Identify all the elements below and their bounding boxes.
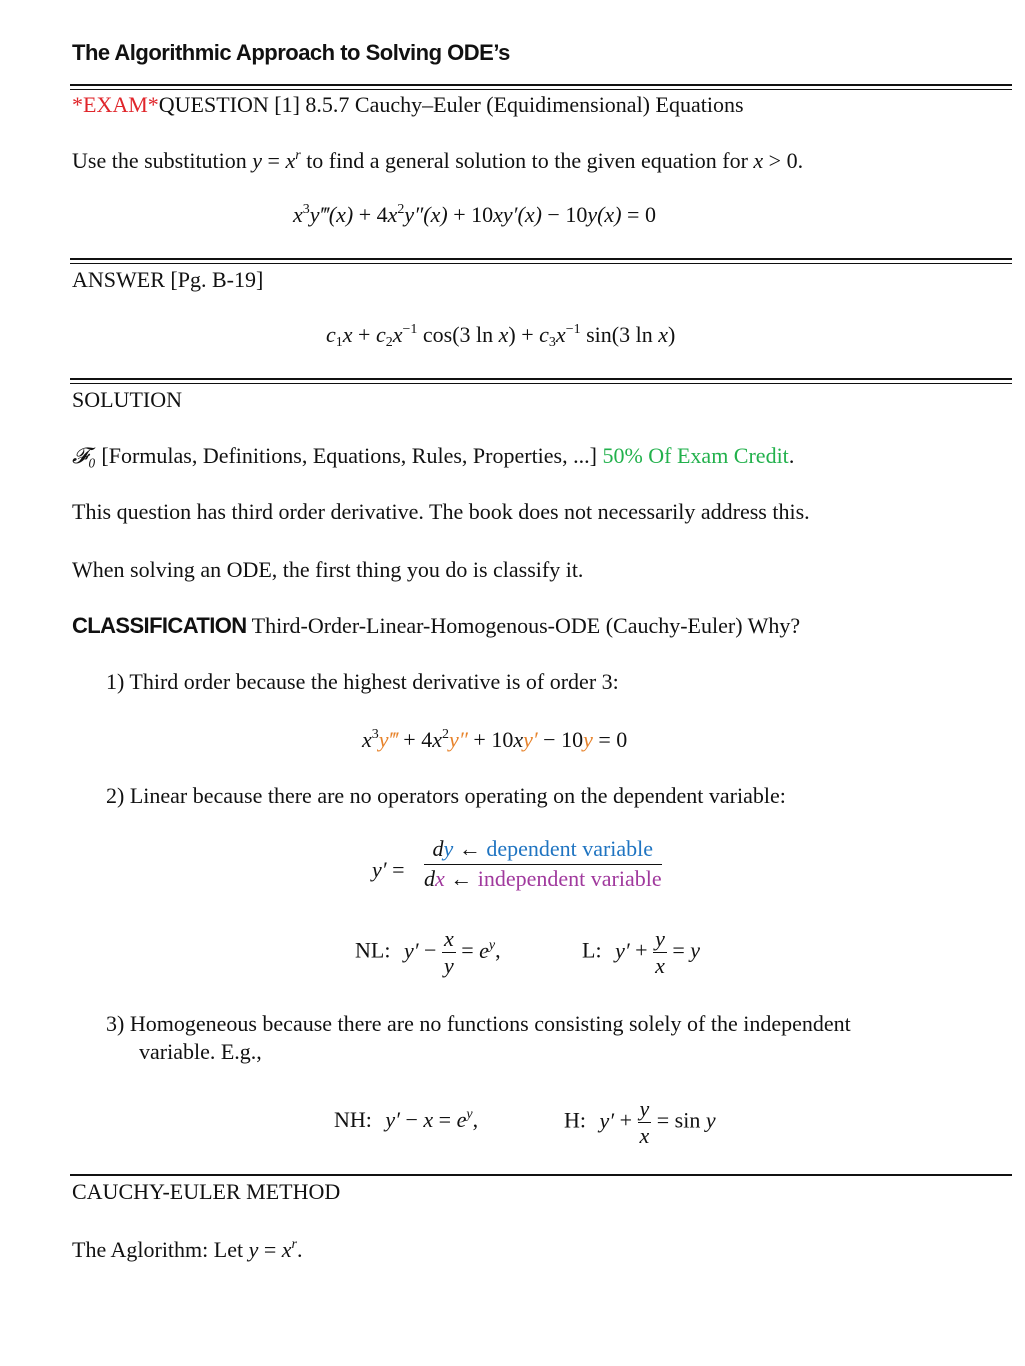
f0-text: [Formulas, Definitions, Equations, Rules, Properties, ...] <box>101 443 597 468</box>
item-homogeneous-line2: variable. E.g., <box>139 1039 262 1064</box>
item-homogeneous-line1: 3) Homogeneous because there are no functions consisting solely of the independent <box>106 1011 851 1036</box>
f0-symbol: 𝓕₀ <box>72 443 96 468</box>
l-label: L: <box>582 937 602 963</box>
classification-label: CLASSIFICATION <box>72 613 247 638</box>
f0-line: 𝓕₀ [Formulas, Definitions, Equations, Rules, Properties, ...] 50% Of Exam Credit. <box>72 443 795 468</box>
item-third-order: 1) Third order because the highest derivative is of order 3: <box>106 669 619 694</box>
nonlinear-example: NL: y′ − $\frac{x}{y}$ = $e^y$, <box>355 926 501 978</box>
nonhomogeneous-example: NH: $y' - x = e^y$, <box>334 1107 479 1132</box>
classification-text: Third-Order-Linear-Homogenous-ODE (Cauchy-Euler) Why? <box>251 613 801 638</box>
equation-highlighted-derivatives: $x^3y‴ + 4x^2y'' + 10xy' - 10y = 0$ <box>362 727 628 752</box>
paragraph-third-order: This question has third order derivative. The book does not necessarily address this. <box>72 499 810 524</box>
yprime-equals: y′ = <box>372 857 405 882</box>
nh-label: NH: <box>334 1107 372 1132</box>
denominator-dx: dx ← independent variable <box>424 866 662 891</box>
question-title: QUESTION [1] 8.5.7 Cauchy–Euler (Equidimensional) Equations <box>158 92 744 117</box>
paragraph-classify: When solving an ODE, the first thing you do is classify it. <box>72 557 584 582</box>
answer-rule-top <box>70 258 1012 260</box>
y-over-x-fraction-2: $\frac{y}{x}$ <box>639 1096 650 1148</box>
question-prompt: Use the substitution $y = x^r$ to find a general solution to the given equation for x > 0. <box>72 148 804 173</box>
double-rule-top <box>70 84 1012 86</box>
question-equation: $x^3y‴(x) + 4x^2y''(x) + 10xy'(x) - 10y(x) = 0$ <box>293 202 656 227</box>
answer-formula: $c_1x + c_2x^{-1}$ cos(3 $\ln x) + c_3x^{-1}$ sin(3 ln x) <box>326 322 676 350</box>
method-heading: CAUCHY-EULER METHOD <box>72 1179 341 1204</box>
classification-line <box>72 613 800 639</box>
nl-label: NL: <box>355 937 391 963</box>
numerator-dy: dy ← dependent variable <box>432 836 654 861</box>
item-linear: 2) Linear because there are no operators operating on the dependent variable: <box>106 783 786 808</box>
algorithm-line: The Aglorithm: Let $y = x^r$. <box>72 1237 303 1262</box>
derivative-fraction <box>424 836 662 892</box>
linear-example: L: y′ + $\frac{y}{x}$ = y <box>582 926 701 978</box>
double-rule-bottom <box>70 89 1012 90</box>
x-over-y-fraction: $\frac{x}{y}$ <box>443 926 454 978</box>
solution-rule-bottom <box>70 383 1012 384</box>
y-over-x-fraction: $\frac{y}{x}$ <box>655 926 665 978</box>
solution-heading: SOLUTION <box>72 387 182 412</box>
answer-heading: ANSWER [Pg. B-19] <box>72 267 264 292</box>
solution-rule-top <box>70 378 1012 380</box>
document-title: The Algorithmic Approach to Solving ODE’s <box>72 40 510 65</box>
f0-credit: 50% Of Exam Credit <box>602 443 789 468</box>
question-heading <box>72 92 744 118</box>
exam-tag: *EXAM* <box>72 92 159 117</box>
homogeneous-example: H: y′ + $\frac{y}{x}$ = sin y <box>564 1096 716 1148</box>
method-rule <box>70 1174 1012 1176</box>
independent-variable-label: independent variable <box>477 866 662 891</box>
answer-rule-bottom <box>70 263 1012 264</box>
dependent-variable-label: dependent variable <box>486 836 654 861</box>
h-label: H: <box>564 1107 586 1133</box>
